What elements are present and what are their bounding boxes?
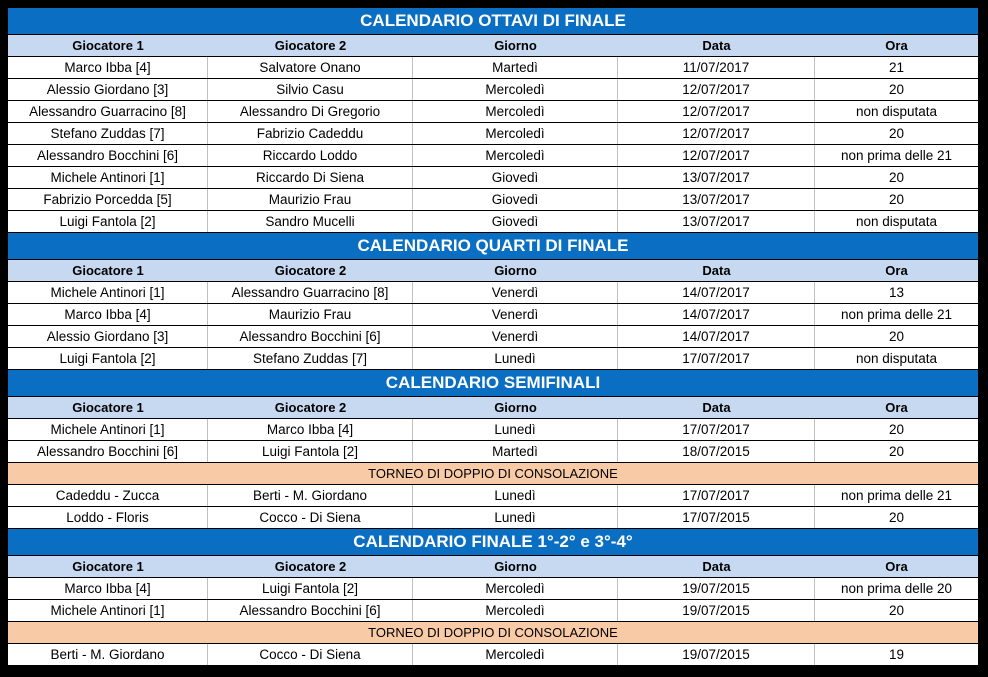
consolation-banner: TORNEO DI DOPPIO DI CONSOLAZIONE bbox=[8, 463, 978, 485]
table-cell: 12/07/2017 bbox=[618, 145, 815, 166]
table-cell: 20 bbox=[888, 510, 905, 525]
table-cell: Stefano Zuddas [7] bbox=[8, 123, 208, 144]
table-cell: 20 bbox=[888, 329, 905, 344]
column-header: Ora bbox=[885, 400, 908, 415]
table-cell: non disputata bbox=[855, 104, 938, 119]
table-cell: Martedì bbox=[413, 441, 618, 462]
table-row[interactable] bbox=[8, 326, 978, 348]
table-cell: Marco Ibba [4] bbox=[208, 419, 413, 440]
table-cell: Michele Antinori [1] bbox=[8, 282, 208, 303]
table-row[interactable] bbox=[8, 189, 978, 211]
table-cell: 12/07/2017 bbox=[618, 101, 815, 122]
table-cell: 13/07/2017 bbox=[618, 189, 815, 210]
table-cell: 20 bbox=[888, 170, 905, 185]
table-cell: 19 bbox=[888, 647, 905, 662]
section-title: CALENDARIO SEMIFINALI bbox=[8, 370, 978, 397]
table-cell: Marco Ibba [4] bbox=[8, 304, 208, 325]
table-row[interactable] bbox=[8, 644, 978, 666]
column-header: Ora bbox=[885, 38, 908, 53]
table-cell: Maurizio Frau bbox=[208, 189, 413, 210]
column-header: Giocatore 2 bbox=[274, 263, 347, 278]
table-cell: Venerdì bbox=[413, 326, 618, 347]
table-cell: Alessandro Bocchini [6] bbox=[208, 600, 413, 621]
column-header-row bbox=[8, 556, 978, 578]
table-cell: Berti - M. Giordano bbox=[208, 485, 413, 506]
table-cell: Alessandro Guarracino [8] bbox=[208, 282, 413, 303]
table-row[interactable] bbox=[8, 304, 978, 326]
table-cell: Luigi Fantola [2] bbox=[8, 348, 208, 369]
schedule-section bbox=[8, 529, 978, 666]
column-header: Giorno bbox=[494, 38, 537, 53]
table-cell: Loddo - Floris bbox=[8, 507, 208, 528]
table-cell: 14/07/2017 bbox=[618, 326, 815, 347]
table-cell: Mercoledì bbox=[413, 79, 618, 100]
table-cell: Venerdì bbox=[413, 282, 618, 303]
table-cell: Alessandro Bocchini [6] bbox=[8, 145, 208, 166]
table-cell: Cocco - Di Siena bbox=[208, 507, 413, 528]
column-header: Data bbox=[702, 559, 731, 574]
table-cell: Mercoledì bbox=[413, 123, 618, 144]
column-header: Ora bbox=[885, 559, 908, 574]
table-cell: Silvio Casu bbox=[208, 79, 413, 100]
table-cell: Fabrizio Cadeddu bbox=[208, 123, 413, 144]
table-cell: Mercoledì bbox=[413, 578, 618, 599]
table-cell: 17/07/2017 bbox=[618, 348, 815, 369]
table-cell: Luigi Fantola [2] bbox=[208, 578, 413, 599]
table-cell: 20 bbox=[888, 422, 905, 437]
table-cell: Lunedì bbox=[413, 348, 618, 369]
column-header: Giocatore 1 bbox=[72, 263, 144, 278]
table-cell: Lunedì bbox=[413, 507, 618, 528]
table-cell: 13/07/2017 bbox=[618, 211, 815, 232]
table-cell: Marco Ibba [4] bbox=[8, 57, 208, 78]
table-cell: 19/07/2015 bbox=[618, 644, 815, 665]
table-cell: Cadeddu - Zucca bbox=[8, 485, 208, 506]
table-cell: 20 bbox=[888, 603, 905, 618]
section-title: CALENDARIO QUARTI DI FINALE bbox=[8, 233, 978, 260]
table-row[interactable] bbox=[8, 57, 978, 79]
section-title: CALENDARIO FINALE 1°-2° e 3°-4° bbox=[8, 529, 978, 556]
table-row[interactable] bbox=[8, 348, 978, 370]
table-cell: 14/07/2017 bbox=[618, 304, 815, 325]
column-header: Giocatore 1 bbox=[72, 559, 144, 574]
table-cell: Salvatore Onano bbox=[208, 57, 413, 78]
table-row[interactable] bbox=[8, 507, 978, 529]
schedule-section bbox=[8, 370, 978, 529]
table-cell: 11/07/2017 bbox=[618, 57, 815, 78]
table-cell: non prima delle 20 bbox=[840, 581, 953, 596]
table-cell: Alessandro Guarracino [8] bbox=[8, 101, 208, 122]
column-header: Data bbox=[702, 38, 731, 53]
column-header: Giorno bbox=[494, 263, 537, 278]
table-cell: 13/07/2017 bbox=[618, 167, 815, 188]
consolation-banner: TORNEO DI DOPPIO DI CONSOLAZIONE bbox=[8, 622, 978, 644]
column-header: Ora bbox=[885, 263, 908, 278]
table-cell: non prima delle 21 bbox=[840, 488, 953, 503]
table-row[interactable] bbox=[8, 282, 978, 304]
column-header: Giorno bbox=[494, 559, 537, 574]
column-header: Data bbox=[702, 263, 731, 278]
table-cell: 12/07/2017 bbox=[618, 123, 815, 144]
schedule-section bbox=[8, 8, 978, 233]
table-cell: 17/07/2017 bbox=[618, 419, 815, 440]
table-cell: Luigi Fantola [2] bbox=[208, 441, 413, 462]
table-cell: 19/07/2015 bbox=[618, 600, 815, 621]
table-cell: 13 bbox=[888, 285, 905, 300]
schedule-section bbox=[8, 233, 978, 370]
table-cell: Mercoledì bbox=[413, 145, 618, 166]
table-row[interactable] bbox=[8, 79, 978, 101]
column-header: Giocatore 1 bbox=[72, 38, 144, 53]
column-header-row bbox=[8, 397, 978, 419]
table-cell: Luigi Fantola [2] bbox=[8, 211, 208, 232]
table-cell: 12/07/2017 bbox=[618, 79, 815, 100]
table-row[interactable] bbox=[8, 101, 978, 123]
table-cell: 18/07/2015 bbox=[618, 441, 815, 462]
table-cell: Mercoledì bbox=[413, 101, 618, 122]
table-cell: 20 bbox=[888, 82, 905, 97]
table-cell: Giovedì bbox=[413, 211, 618, 232]
table-cell: 17/07/2015 bbox=[618, 507, 815, 528]
table-cell: Venerdì bbox=[413, 304, 618, 325]
column-header: Giorno bbox=[494, 400, 537, 415]
table-cell: Martedì bbox=[413, 57, 618, 78]
table-cell: Berti - M. Giordano bbox=[8, 644, 208, 665]
table-cell: Riccardo Di Siena bbox=[208, 167, 413, 188]
table-row[interactable] bbox=[8, 167, 978, 189]
table-cell: Michele Antinori [1] bbox=[8, 600, 208, 621]
table-cell: 14/07/2017 bbox=[618, 282, 815, 303]
table-cell: Michele Antinori [1] bbox=[8, 419, 208, 440]
table-row[interactable] bbox=[8, 211, 978, 233]
table-row[interactable] bbox=[8, 578, 978, 600]
table-cell: non prima delle 21 bbox=[840, 148, 953, 163]
table-cell: Alessio Giordano [3] bbox=[8, 79, 208, 100]
table-cell: Marco Ibba [4] bbox=[8, 578, 208, 599]
column-header: Giocatore 1 bbox=[72, 400, 144, 415]
column-header: Giocatore 2 bbox=[274, 559, 347, 574]
table-row[interactable] bbox=[8, 123, 978, 145]
table-cell: Stefano Zuddas [7] bbox=[208, 348, 413, 369]
table-cell: Cocco - Di Siena bbox=[208, 644, 413, 665]
table-cell: Alessandro Di Gregorio bbox=[208, 101, 413, 122]
table-row[interactable] bbox=[8, 600, 978, 622]
table-cell: Giovedì bbox=[413, 167, 618, 188]
column-header-row bbox=[8, 35, 978, 57]
table-cell: 20 bbox=[888, 192, 905, 207]
table-cell: Lunedì bbox=[413, 419, 618, 440]
table-cell: Alessio Giordano [3] bbox=[8, 326, 208, 347]
table-cell: non disputata bbox=[855, 351, 938, 366]
table-cell: Mercoledì bbox=[413, 644, 618, 665]
table-cell: 20 bbox=[888, 126, 905, 141]
table-cell: Alessandro Bocchini [6] bbox=[208, 326, 413, 347]
table-cell: Fabrizio Porcedda [5] bbox=[8, 189, 208, 210]
column-header: Giocatore 2 bbox=[274, 38, 347, 53]
table-cell: Lunedì bbox=[413, 485, 618, 506]
table-cell: non disputata bbox=[855, 214, 938, 229]
table-cell: Maurizio Frau bbox=[208, 304, 413, 325]
table-cell: 20 bbox=[888, 444, 905, 459]
schedule-sheet bbox=[8, 8, 978, 666]
section-title: CALENDARIO OTTAVI DI FINALE bbox=[8, 8, 978, 35]
table-cell: 17/07/2017 bbox=[618, 485, 815, 506]
table-cell: non prima delle 21 bbox=[840, 307, 953, 322]
table-cell: Mercoledì bbox=[413, 600, 618, 621]
column-header: Data bbox=[702, 400, 731, 415]
column-header-row bbox=[8, 260, 978, 282]
table-cell: Giovedì bbox=[413, 189, 618, 210]
column-header: Giocatore 2 bbox=[274, 400, 347, 415]
table-cell: Sandro Mucelli bbox=[208, 211, 413, 232]
table-row[interactable] bbox=[8, 419, 978, 441]
table-row[interactable] bbox=[8, 145, 978, 167]
table-cell: 21 bbox=[888, 60, 905, 75]
table-cell: 19/07/2015 bbox=[618, 578, 815, 599]
table-cell: Michele Antinori [1] bbox=[8, 167, 208, 188]
table-cell: Alessandro Bocchini [6] bbox=[8, 441, 208, 462]
table-row[interactable] bbox=[8, 485, 978, 507]
table-cell: Riccardo Loddo bbox=[208, 145, 413, 166]
table-row[interactable] bbox=[8, 441, 978, 463]
